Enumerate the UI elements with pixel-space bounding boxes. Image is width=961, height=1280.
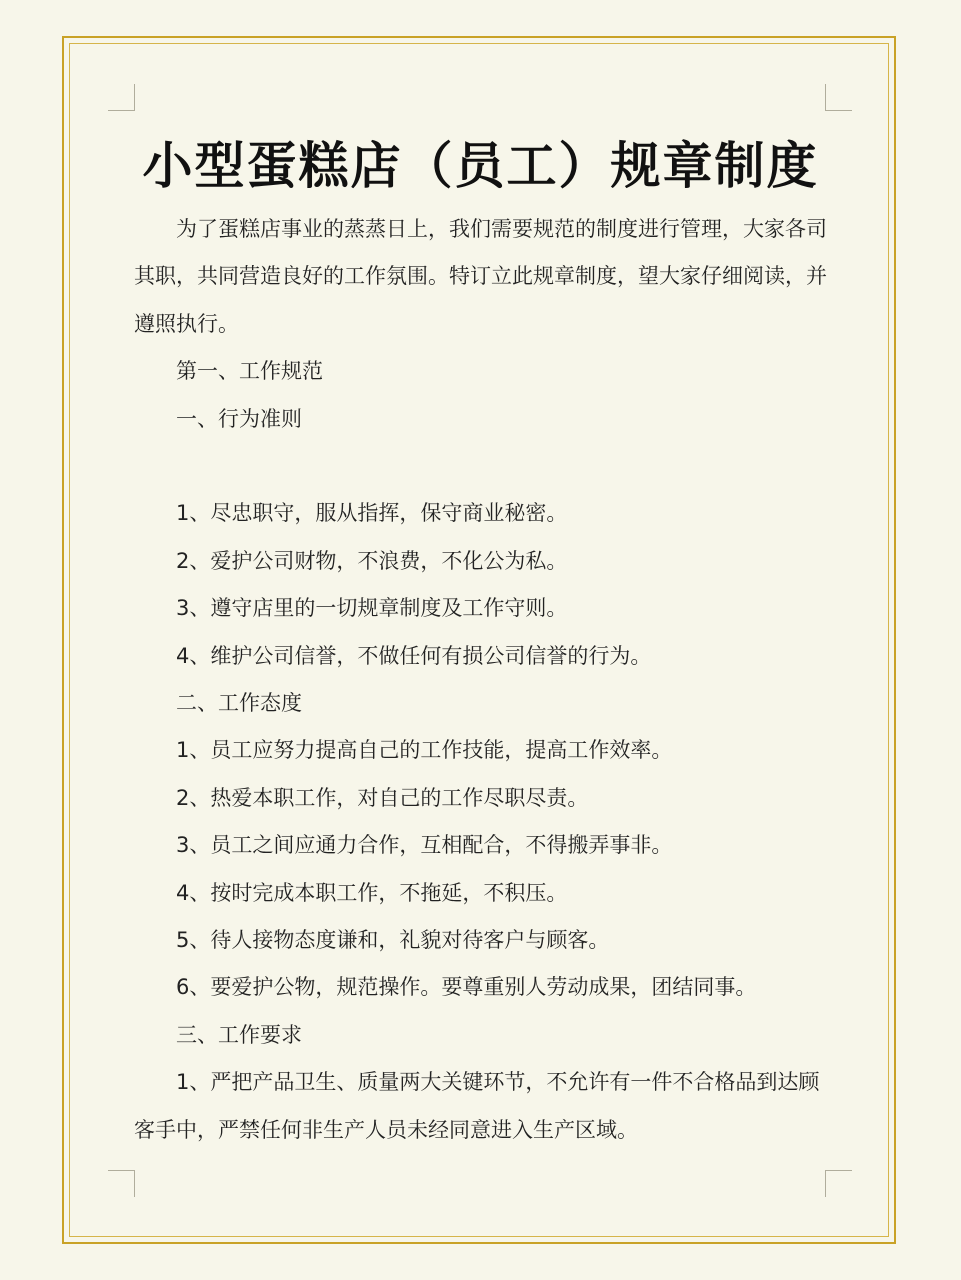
corner-mark-bottom-right [825, 1170, 852, 1197]
list-item: 3、员工之间应通力合作，互相配合，不得搬弄事非。 [176, 833, 673, 858]
spacer [134, 443, 834, 490]
section-heading: 三、工作要求 [176, 1022, 302, 1047]
corner-mark-top-right [825, 84, 852, 111]
intro-paragraph: 为了蛋糕店事业的蒸蒸日上，我们需要规范的制度进行管理，大家各司其职，共同营造良好的工作氛围。特订立此规章制度，望大家仔细阅读，并遵照执行。 [134, 217, 827, 336]
document-title: 小型蛋糕店（员工）规章制度 [142, 137, 819, 195]
corner-mark-bottom-left [108, 1170, 135, 1197]
list-item: 3、遵守店里的一切规章制度及工作守则。 [176, 596, 568, 621]
list-item: 2、热爱本职工作，对自己的工作尽职尽责。 [176, 785, 589, 810]
document-body [134, 206, 834, 1154]
list-item: 2、爱护公司财物，不浪费，不化公为私。 [176, 548, 568, 573]
section-heading: 一、行为准则 [176, 406, 302, 431]
corner-mark-top-left [108, 84, 135, 111]
list-item: 4、按时完成本职工作，不拖延，不积压。 [176, 880, 568, 905]
list-item: 1、尽忠职守，服从指挥，保守商业秘密。 [176, 501, 568, 526]
chapter-heading: 第一、工作规范 [176, 359, 323, 384]
list-item: 1、严把产品卫生、质量两大关键环节，不允许有一件不合格品到达顾客手中，严禁任何非生产人员未经同意进入生产区域。 [134, 1070, 820, 1142]
list-item: 4、维护公司信誉，不做任何有损公司信誉的行为。 [176, 643, 652, 668]
list-item: 5、待人接物态度谦和，礼貌对待客户与顾客。 [176, 928, 610, 953]
list-item: 1、员工应努力提高自己的工作技能，提高工作效率。 [176, 738, 673, 763]
list-item: 6、要爱护公物，规范操作。要尊重别人劳动成果，团结同事。 [176, 975, 757, 1000]
section-heading: 二、工作态度 [176, 691, 302, 716]
